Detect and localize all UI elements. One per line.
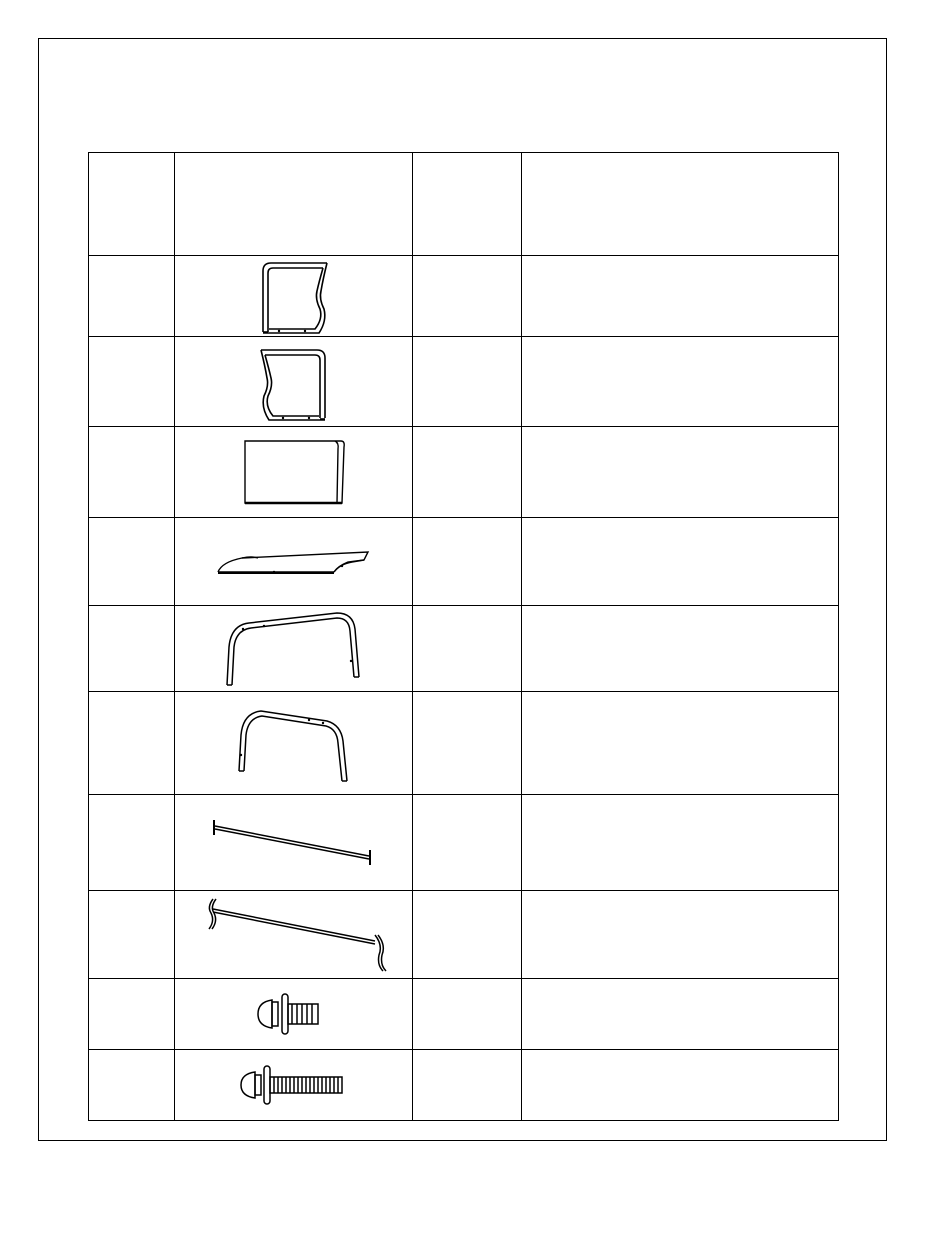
quantity xyxy=(413,427,522,518)
header-cell xyxy=(89,153,175,256)
description xyxy=(522,979,839,1050)
backrest-panel-icon xyxy=(239,437,349,507)
straight-crossbar-icon xyxy=(209,818,379,868)
long-bolt-icon xyxy=(239,1060,349,1110)
table-header-row xyxy=(89,153,839,256)
table-row xyxy=(89,795,839,891)
description xyxy=(522,606,839,692)
part-label xyxy=(89,606,175,692)
part-image-cell xyxy=(175,795,413,891)
table-row xyxy=(89,427,839,518)
header-cell xyxy=(175,153,413,256)
table-row xyxy=(89,692,839,795)
header-cell xyxy=(413,153,522,256)
quantity xyxy=(413,256,522,337)
table-row xyxy=(89,518,839,606)
table-row xyxy=(89,891,839,979)
description xyxy=(522,427,839,518)
part-image-cell xyxy=(175,979,413,1050)
description xyxy=(522,1050,839,1121)
parts-table xyxy=(88,152,839,1121)
description xyxy=(522,256,839,337)
hooked-crossbar-icon xyxy=(199,895,389,975)
table-row xyxy=(89,606,839,692)
part-image-cell xyxy=(175,1050,413,1121)
description xyxy=(522,518,839,606)
front-leg-frame-icon xyxy=(219,607,369,691)
description xyxy=(522,795,839,891)
part-image-cell xyxy=(175,692,413,795)
part-image-cell xyxy=(175,256,413,337)
quantity xyxy=(413,692,522,795)
table-row xyxy=(89,1050,839,1121)
rear-leg-frame-icon xyxy=(229,701,359,785)
table-row xyxy=(89,256,839,337)
quantity xyxy=(413,518,522,606)
part-label xyxy=(89,256,175,337)
part-label xyxy=(89,891,175,979)
table-row xyxy=(89,979,839,1050)
seat-panel-icon xyxy=(214,542,374,582)
quantity xyxy=(413,979,522,1050)
quantity xyxy=(413,606,522,692)
description xyxy=(522,337,839,427)
header-cell xyxy=(522,153,839,256)
description xyxy=(522,692,839,795)
part-label xyxy=(89,692,175,795)
part-label xyxy=(89,795,175,891)
back-frame-right-icon xyxy=(249,342,339,422)
part-label xyxy=(89,518,175,606)
part-label xyxy=(89,1050,175,1121)
part-image-cell xyxy=(175,606,413,692)
table-row xyxy=(89,337,839,427)
quantity xyxy=(413,891,522,979)
part-image-cell xyxy=(175,427,413,518)
part-image-cell xyxy=(175,518,413,606)
quantity xyxy=(413,1050,522,1121)
part-label xyxy=(89,427,175,518)
description xyxy=(522,891,839,979)
quantity xyxy=(413,795,522,891)
part-image-cell xyxy=(175,891,413,979)
back-frame-left-icon xyxy=(249,257,339,335)
short-bolt-icon xyxy=(254,986,334,1042)
part-label xyxy=(89,337,175,427)
quantity xyxy=(413,337,522,427)
part-image-cell xyxy=(175,337,413,427)
part-label xyxy=(89,979,175,1050)
